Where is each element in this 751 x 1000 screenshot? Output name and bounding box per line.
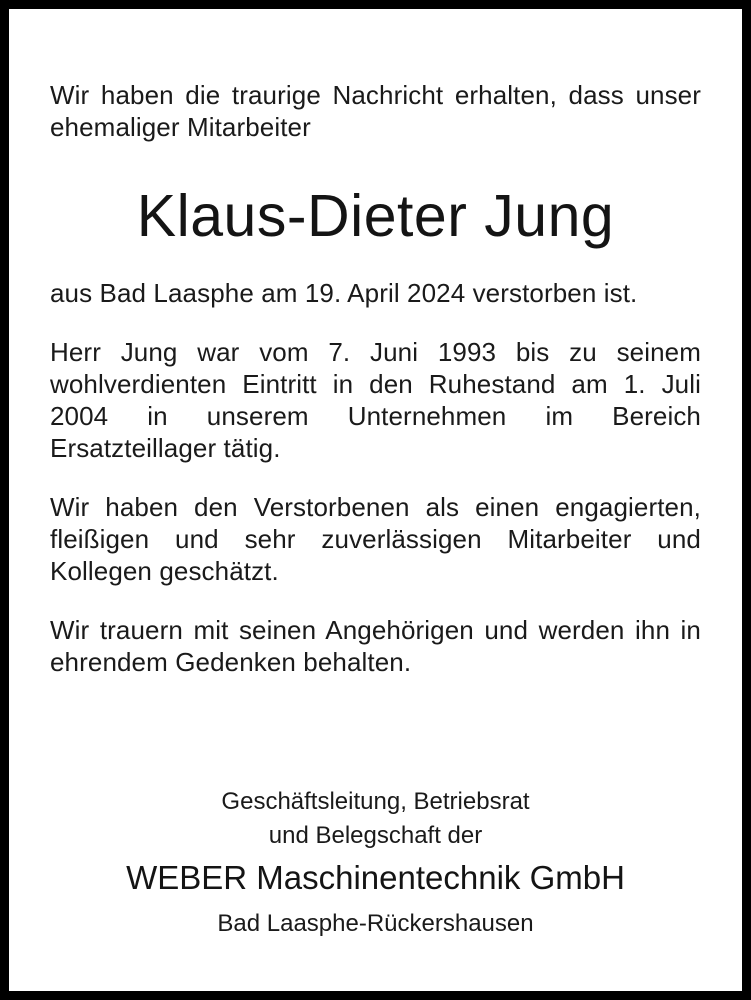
death-info-paragraph: aus Bad Laasphe am 19. April 2024 verstorben ist. <box>50 278 638 308</box>
company-name: WEBER Maschinentechnik GmbH <box>126 859 625 896</box>
intro-text: Wir haben die traurige Nachricht erhalten, dass unser ehemaliger Mitarbeiter <box>50 80 701 142</box>
mourning-paragraph: Wir trauern mit seinen Angehörigen und werden ihn in ehrendem Gedenken behalten. <box>50 615 701 677</box>
company-location: Bad Laasphe-Rückershausen <box>217 910 534 937</box>
employment-paragraph: Herr Jung war vom 7. Juni 1993 bis zu seinem wohlverdienten Eintritt in den Ruhestand am 1. Juli 2004 in unserem Unternehmen im Bereich Ersatzteillager tätig. <box>50 337 701 463</box>
signature-block <box>50 785 701 941</box>
appreciation-paragraph: Wir haben den Verstorbenen als einen engagierten, fleißigen und sehr zuverlässigen Mitarbeiter und Kollegen geschätzt. <box>50 492 701 586</box>
signature-line-1: Geschäftsleitung, Betriebsrat <box>221 788 530 815</box>
notice-body <box>50 79 701 678</box>
signature-line-2: und Belegschaft der <box>268 822 483 849</box>
deceased-name: Klaus-Dieter Jung <box>136 183 615 249</box>
